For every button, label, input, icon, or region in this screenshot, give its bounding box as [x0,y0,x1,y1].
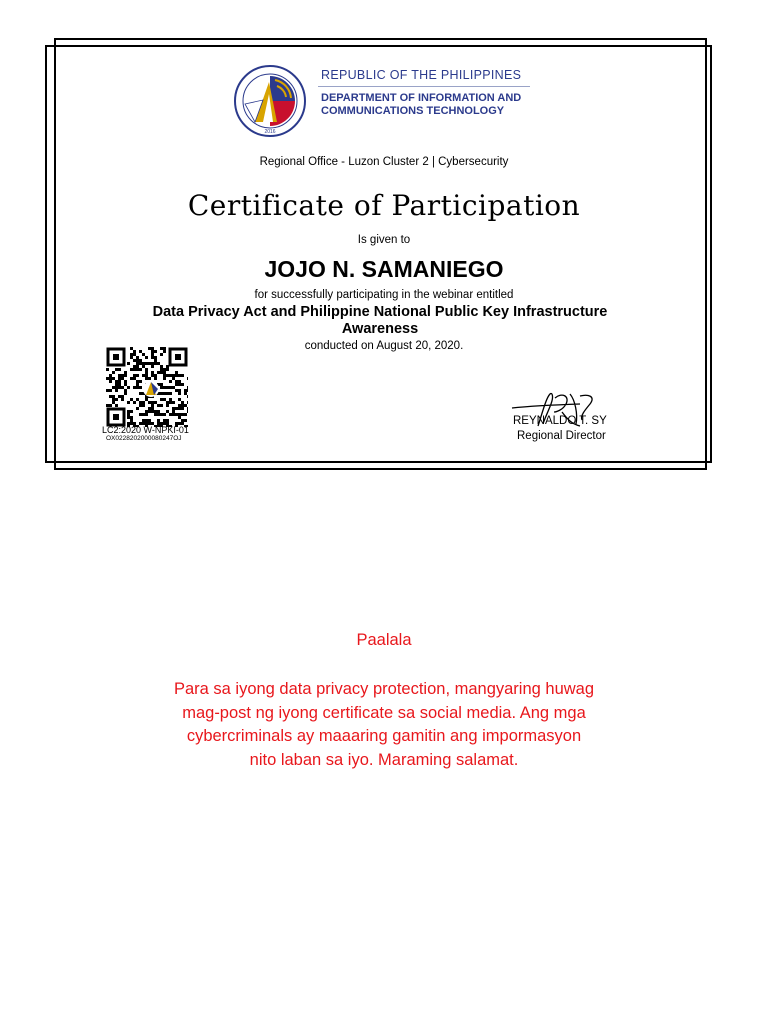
given-to-label: Is given to [357,234,411,246]
qr-serial-number: OX0228202000080247OJ [106,435,182,442]
signatory-name: REYNALDO T. SY [513,415,607,427]
reminder-line: nito laban sa iyo. Maraming salamat. [249,750,519,769]
conducted-date: conducted on August 20, 2020. [304,340,464,352]
dict-seal-logo [233,64,307,138]
webinar-title-line2: Awareness [341,321,419,337]
qr-code-label: LC2:2020 W-NPKI-01 [102,425,189,435]
regional-office: Regional Office - Luzon Cluster 2 | Cybersecurity [259,156,509,168]
reminder-line: cybercriminals ay maaaring gamitin ang impormasyon [186,727,582,745]
webinar-title [100,304,660,338]
agency-republic: REPUBLIC OF THE PHILIPPINES [321,68,522,82]
reminder-line: Para sa iyong data privacy protection, mangyaring huwag [173,680,595,698]
reminder-line: mag-post ng iyong certificate sa social media. Ang mga [182,703,586,722]
certificate-title: Certificate of Participation [187,189,581,222]
qr-code [106,347,188,427]
recipient-name: JOJO N. SAMANIEGO [264,256,504,282]
reminder-title: Paalala [356,631,412,649]
seal-year: 2016 [264,129,276,135]
agency-divider [318,86,530,87]
participation-text: for successfully participating in the webinar entitled [254,289,514,301]
webinar-title-line1: Data Privacy Act and Philippine National Public Key Infrastructure [152,304,608,320]
agency-department-2: COMMUNICATIONS TECHNOLOGY [321,105,505,117]
reminder-message [0,678,768,772]
agency-department: DEPARTMENT OF INFORMATION AND [321,92,522,104]
signatory-title: Regional Director [517,430,606,442]
